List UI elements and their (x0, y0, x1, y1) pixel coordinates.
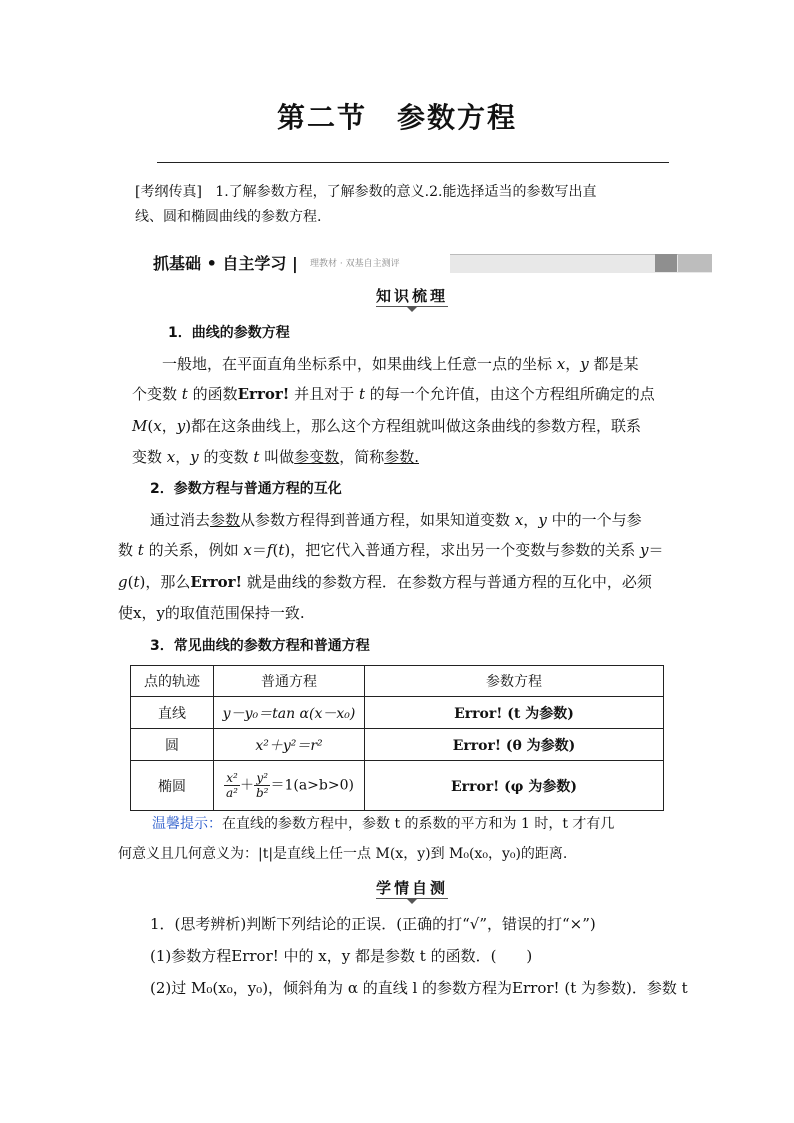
error-placeholder: Error! (237, 385, 290, 403)
section-heading-text: 知识梳理 (375, 287, 448, 305)
ellipse-fraction-y: $\frac{\text{y²}}{\text{b²}}$ (255, 771, 269, 800)
item3-heading-text: 3．常见曲线的参数方程和普通方程 (150, 638, 370, 654)
kaogang-line1 (135, 180, 675, 205)
item2-text3a: ，那么 (145, 573, 191, 591)
table-row (131, 761, 664, 811)
item3-heading (150, 633, 370, 659)
item2-text2c: ，把它代入普通方程，求出另一个变数与参数的关系 (290, 541, 636, 559)
item1-text3: 都在这条曲线上，那么这个方程组就叫做这条曲线的参数方程，联系 (191, 417, 642, 435)
item2-text2b: 的关系，例如 (148, 541, 239, 559)
table-cell-equation: $\frac{\text{x²}}{\text{a²}}$ ＋ $\frac{\text{y²}}{\text{b²}}$ ＝1(a>b>0) (214, 761, 365, 811)
tip-line1 (152, 812, 692, 837)
table-cell-equation: y－y₀＝tan α(x－x₀) (214, 697, 365, 729)
table-cell-name: 圆 (131, 729, 214, 761)
kaogang-label: [考纲传真] (135, 184, 202, 200)
item1-text2c: 并且对于 (294, 385, 355, 403)
q1-line2: (1)参数方程Error! 中的 x，y 都是参数 t 的函数．( ) (150, 947, 533, 965)
item2-heading (150, 476, 342, 502)
table-cell-equation: x²＋y²＝r² (214, 729, 365, 761)
table-header-row (131, 666, 664, 697)
table-row (131, 729, 664, 761)
tip-label: 温馨提示： (152, 816, 222, 832)
item1-text1: 一般地，在平面直角坐标系中，如果曲线上任意一点的坐标 (162, 355, 553, 373)
item2-text2a: 数 (118, 541, 134, 559)
item2-term-canshu: 参数 (210, 511, 241, 529)
banner-block-dark (655, 254, 677, 272)
item1-line2: 个变数 t 的函数Error! 并且对于 t 的每一个允许值，由这个方程组所确定的点 (132, 385, 655, 403)
q1-line3: (2)过 M₀(x₀，y₀)，倾斜角为 α 的直线 l 的参数方程为Error! (t 为参数)．参数 t (150, 979, 688, 997)
table-header-cell: 参数方程 (365, 666, 664, 697)
table-row (131, 697, 664, 729)
kaogang-line2: 线、圆和椭圆曲线的参数方程. (135, 209, 322, 225)
section-marker-icon (406, 898, 418, 904)
item1-heading (168, 320, 290, 346)
item2-line4: 使x，y的取值范围保持一致. (118, 604, 305, 622)
item1-heading-text: 1．曲线的参数方程 (168, 325, 290, 341)
item1-text4b: 的变数 (203, 448, 249, 466)
table-cell-param: Error! (t 为参数) (365, 697, 664, 729)
table-header-cell: 点的轨迹 (131, 666, 214, 697)
item1-term-canbianshu: 参变数 (294, 448, 340, 466)
table-cell-name: 直线 (131, 697, 214, 729)
item1-text2b: 的函数 (192, 385, 238, 403)
item2-heading-text: 2．参数方程与普通方程的互化 (150, 481, 342, 497)
item1-text2d: 的每一个允许值，由这个方程组所确定的点 (369, 385, 655, 403)
item2-line3: g(t)，那么Error! 就是曲线的参数方程．在参数方程与普通方程的互化中，必须 (118, 573, 652, 591)
item2-text1a: 通过消去 (150, 511, 211, 529)
banner-subtitle: 理教材 · 双基自主测评 (310, 259, 400, 269)
table-cell-name: 椭圆 (131, 761, 214, 811)
item2-line2: 数 t 的关系，例如 x＝f(t)，把它代入普通方程，求出另一个变数与参数的关系 y＝ (118, 541, 664, 559)
table-header-cell: 普通方程 (214, 666, 365, 697)
section-banner (150, 251, 712, 273)
section-heading-text: 学情自测 (375, 879, 448, 897)
kaogang-text1: 1.了解参数方程，了解参数的意义.2.能选择适当的参数写出直 (215, 184, 597, 200)
item1-text2a: 个变数 (132, 385, 178, 403)
item2-text1d: 中的一个与参 (551, 511, 642, 529)
item1-line4: 变数 x，y 的变数 t 叫做参变数，简称参数. (132, 448, 419, 466)
tip-line2: 何意义且几何意义为：|t|是直线上任一点 M(x，y)到 M₀(x₀，y₀)的距离. (118, 846, 568, 862)
item2-text1c: 从参数方程得到普通方程，如果知道变数 (240, 511, 511, 529)
item1-term-canshu: 参数. (384, 448, 419, 466)
item1-text4e: ，简称 (339, 448, 385, 466)
ellipse-equation-tail: ＝1(a>b>0) (270, 777, 354, 794)
section-marker-icon (406, 306, 418, 312)
banner-title: 抓基础 • 自主学习 | (153, 254, 298, 273)
ellipse-fraction-x: $\frac{\text{x²}}{\text{a²}}$ (226, 771, 238, 800)
section-heading-selftest (0, 877, 794, 898)
item1-line3: M(x，y)都在这条曲线上，那么这个方程组就叫做这条曲线的参数方程，联系 (132, 417, 642, 435)
item2-text3b: 就是曲线的参数方程．在参数方程与普通方程的互化中，必须 (246, 573, 652, 591)
item1-text4a: 变数 (132, 448, 163, 466)
error-placeholder: Error! (190, 573, 243, 591)
item1-line1: 一般地，在平面直角坐标系中，如果曲线上任意一点的坐标 x，y 都是某 (162, 355, 639, 373)
title-rule (157, 162, 669, 163)
tip-text1: 在直线的参数方程中，参数 t 的系数的平方和为 1 时，t 才有几 (222, 816, 615, 832)
table-cell-param: Error! (φ 为参数) (365, 761, 664, 811)
banner-block-light (678, 254, 712, 272)
item2-line1: 通过消去参数从参数方程得到普通方程，如果知道变数 x，y 中的一个与参 (150, 511, 642, 529)
table-cell-param: Error! (θ 为参数) (365, 729, 664, 761)
item1-text1-tail: 都是某 (593, 355, 639, 373)
section-heading-knowledge (0, 285, 794, 306)
kaogang-block (135, 180, 675, 230)
curve-equations-table (130, 665, 664, 811)
page-title: 第二节 参数方程 (276, 101, 517, 134)
item1-text4c: 叫做 (264, 448, 295, 466)
q1-line1: 1．(思考辨析)判断下列结论的正误．(正确的打“√”，错误的打“×”) (150, 915, 596, 933)
